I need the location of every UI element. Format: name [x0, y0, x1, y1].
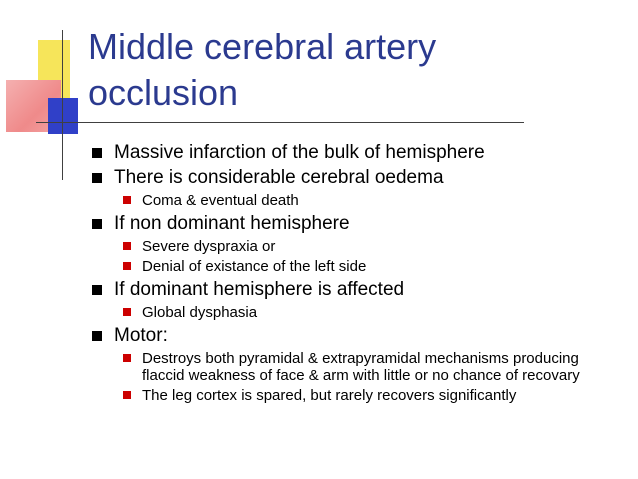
bullet-text: If dominant hemisphere is affected: [114, 279, 405, 300]
sub-bullet-text: Severe dyspraxia or: [142, 238, 276, 255]
sub-bullet-text: Denial of existance of the left side: [142, 258, 367, 275]
bullet-text: Motor:: [114, 325, 168, 346]
decor-blue-square: [48, 98, 78, 134]
slide-title-line-1: Middle cerebral artery: [88, 26, 437, 67]
sub-bullet-item: [0, 258, 638, 275]
sub-bullet-item: [0, 350, 638, 384]
square-bullet-icon: [92, 331, 102, 341]
bullet-item: [0, 325, 638, 347]
red-square-bullet-icon: [123, 196, 131, 204]
red-square-bullet-icon: [123, 354, 131, 362]
square-bullet-icon: [92, 148, 102, 158]
bullet-text: There is considerable cerebral oedema: [114, 167, 444, 188]
sub-bullet-text: The leg cortex is spared, but rarely recovers significantly: [142, 387, 517, 404]
slide-title-line-2: occlusion: [88, 72, 239, 113]
sub-bullet-text: Global dysphasia: [142, 304, 258, 321]
bullet-item: [0, 279, 638, 301]
sub-bullet-item: [0, 387, 638, 404]
sub-bullet-text: Coma & eventual death: [142, 192, 299, 209]
square-bullet-icon: [92, 219, 102, 229]
square-bullet-icon: [92, 173, 102, 183]
sub-bullet-item: [0, 192, 638, 209]
red-square-bullet-icon: [123, 308, 131, 316]
bullet-list: [0, 142, 638, 404]
red-square-bullet-icon: [123, 391, 131, 399]
square-bullet-icon: [92, 285, 102, 295]
bullet-text: If non dominant hemisphere: [114, 213, 350, 234]
decor-horizontal-line: [36, 122, 524, 123]
sub-bullet-item: [0, 238, 638, 255]
sub-bullet-item: [0, 304, 638, 321]
slide-title: [88, 24, 436, 116]
red-square-bullet-icon: [123, 262, 131, 270]
sub-bullet-text: Destroys both pyramidal & extrapyramidal mechanisms producing flaccid weakness of face & arm with little or no chance of recovary: [142, 350, 580, 384]
bullet-text: Massive infarction of the bulk of hemisphere: [114, 142, 485, 163]
bullet-item: [0, 167, 638, 189]
bullet-item: [0, 142, 638, 164]
red-square-bullet-icon: [123, 242, 131, 250]
bullet-item: [0, 213, 638, 235]
